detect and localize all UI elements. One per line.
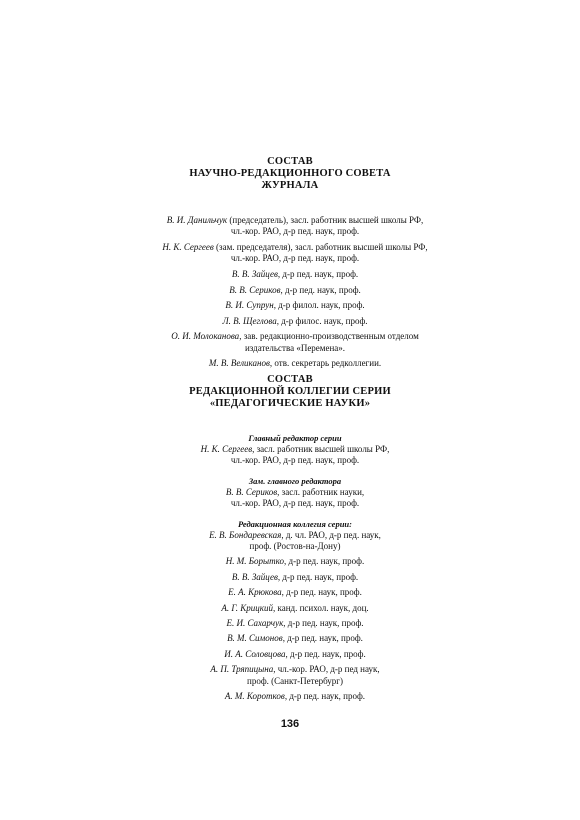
member-entry	[150, 331, 440, 354]
member-name: В. В. Зайцев	[231, 269, 278, 279]
member-credentials: , засл. работник науки,	[277, 486, 365, 497]
member-name: А. Г. Крицкий	[221, 602, 273, 613]
board-members-list	[150, 433, 440, 712]
member-entry	[150, 215, 440, 238]
board-group-title: Главный редактор серии	[248, 433, 342, 443]
council-members-list	[150, 215, 440, 374]
member-credentials: , д-р филос. наук, проф.	[276, 315, 368, 326]
member-entry	[150, 633, 440, 644]
member-entry	[150, 603, 440, 614]
member-name: Е. В. Бондаревская	[209, 529, 282, 540]
board-heading-line: РЕДАКЦИОННОЙ КОЛЛЕГИИ СЕРИИ	[189, 386, 391, 397]
member-name: В. И. Данильчук	[166, 215, 228, 225]
member-credentials: , д-р пед. наук, проф.	[285, 648, 366, 659]
member-credentials: чл.-кор. РАО, д-р пед. наук, проф.	[230, 455, 360, 466]
member-name: В. И. Супрун	[225, 300, 274, 311]
member-entry	[150, 618, 440, 629]
council-heading	[0, 156, 580, 192]
member-name: В. В. Зайцев	[231, 571, 278, 582]
member-name: И. А. Соловцова	[224, 648, 286, 659]
member-name: Л. В. Щеглова	[222, 315, 277, 326]
member-credentials: , д-р пед. наук, проф.	[281, 587, 362, 598]
member-entry	[150, 530, 440, 553]
member-credentials: , д-р пед. наук, проф.	[277, 269, 359, 279]
member-entry	[150, 316, 440, 327]
member-credentials: , зав. редакционно-производственным отделом	[239, 331, 419, 342]
member-credentials: , д-р пед. наук, проф.	[282, 633, 363, 644]
member-name: Н. М. Борытко	[225, 556, 285, 567]
member-name: Н. К. Сергеев	[162, 242, 214, 252]
member-credentials: проф. (Санкт-Петербург)	[247, 675, 343, 686]
member-credentials: , д-р пед. наук, проф.	[280, 284, 361, 295]
board-heading-line: СОСТАВ	[267, 374, 313, 385]
member-credentials: , д-р пед. наук, проф.	[283, 618, 364, 629]
member-entry	[150, 269, 440, 280]
board-heading-line: «ПЕДАГОГИЧЕСКИЕ НАУКИ»	[209, 398, 371, 409]
member-credentials: , отв. секретарь редколлегии.	[269, 358, 382, 369]
member-name: М. В. Великанов	[208, 358, 270, 369]
member-credentials: чл.-кор. РАО, д-р пед. наук, проф.	[230, 226, 360, 237]
member-name: В. М. Симонов	[227, 633, 283, 644]
member-entry	[150, 649, 440, 660]
member-entry	[150, 487, 440, 510]
member-credentials: , д-р пед. наук, проф.	[284, 556, 365, 567]
council-heading-line: СОСТАВ	[267, 156, 313, 167]
council-heading-line: ЖУРНАЛА	[261, 180, 319, 191]
member-entry	[150, 444, 440, 467]
board-group-title: Редакционная коллегия серии:	[238, 518, 352, 529]
board-group-title: Зам. главного редактора	[248, 475, 342, 486]
member-entry	[150, 300, 440, 311]
member-entry	[150, 664, 440, 687]
page-number: 136	[280, 718, 300, 730]
member-name: О. И. Молоканова	[171, 331, 240, 342]
member-entry	[150, 572, 440, 583]
member-credentials: , чл.-кор. РАО, д-р пед наук,	[273, 664, 380, 675]
member-credentials: (председатель), засл. работник высшей школы РФ,	[227, 215, 424, 225]
member-name: А. П. Тряпицына	[210, 664, 274, 675]
member-entry	[150, 358, 440, 369]
member-name: Е. А. Крюкова	[228, 587, 282, 598]
member-credentials: , д. чл. РАО, д-р пед. наук,	[281, 529, 381, 540]
member-credentials: чл.-кор. РАО, д-р пед. наук, проф.	[230, 253, 360, 264]
member-entry	[150, 691, 440, 702]
member-name: Н. К. Сергеев	[200, 444, 253, 454]
member-credentials: , засл. работник высшей школы РФ,	[252, 444, 390, 454]
member-credentials: , д-р пед. наук, проф.	[284, 691, 366, 702]
member-credentials: проф. (Ростов-на-Дону)	[249, 541, 341, 552]
member-entry	[150, 285, 440, 296]
member-credentials: , д-р пед. наук, проф.	[277, 571, 359, 582]
member-entry	[150, 556, 440, 567]
member-credentials: , канд. психол. наук, доц.	[272, 602, 369, 613]
council-heading-line: НАУЧНО-РЕДАКЦИОННОГО СОВЕТА	[189, 168, 391, 179]
member-entry	[150, 242, 440, 265]
member-credentials: (зам. председателя), засл. работник высшей школы РФ,	[213, 242, 428, 252]
member-credentials: , д-р филол. наук, проф.	[273, 300, 365, 311]
member-name: В. В. Сериков	[225, 486, 278, 497]
member-name: В. В. Сериков	[229, 284, 281, 295]
member-credentials: чл.-кор. РАО, д-р пед. наук, проф.	[230, 498, 360, 509]
member-name: А. М. Коротков	[224, 691, 285, 702]
member-name: Е. И. Сахарчук	[226, 618, 284, 629]
member-entry	[150, 587, 440, 598]
board-heading	[0, 374, 580, 410]
member-credentials: издательства «Перемена».	[244, 342, 346, 353]
